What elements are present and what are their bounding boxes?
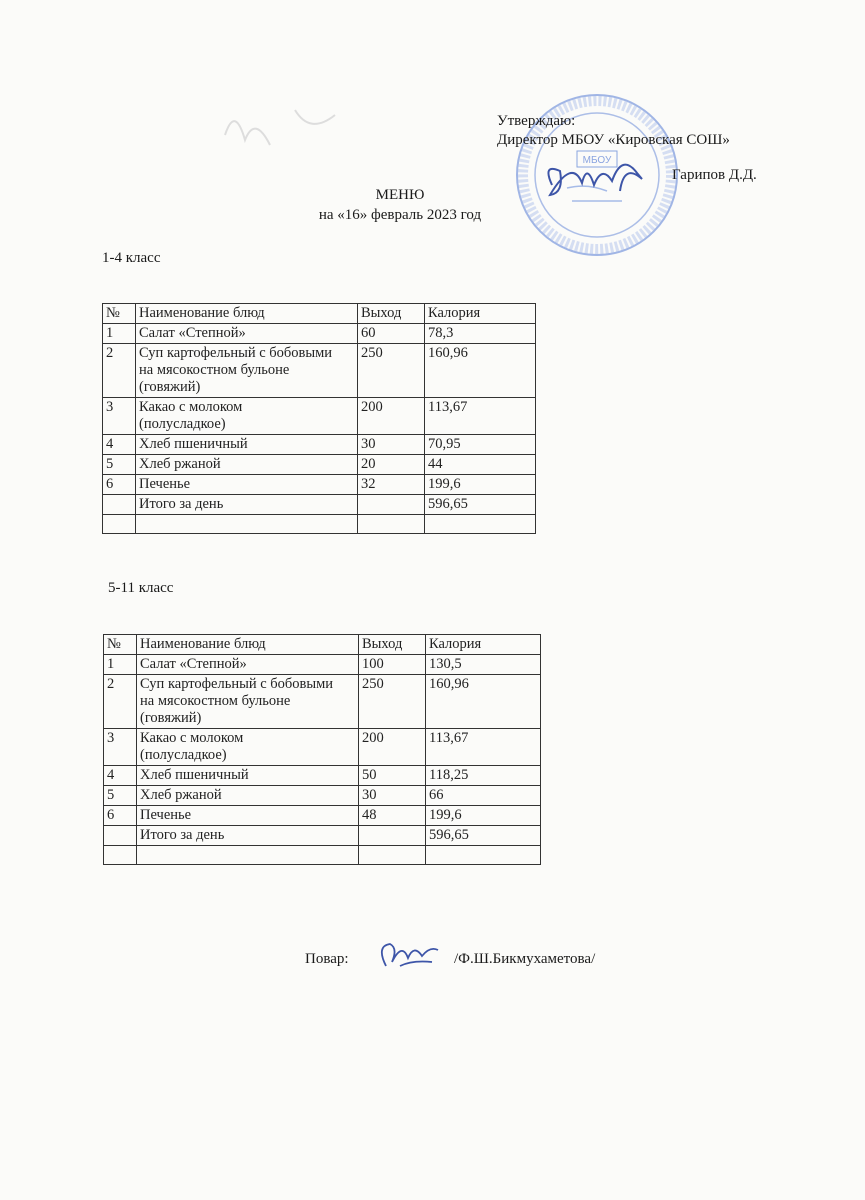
cell-no: 1 bbox=[104, 655, 137, 675]
table-row bbox=[103, 475, 536, 495]
cell-name: Суп картофельный с бобовыми на мясокостном бульоне (говяжий) bbox=[136, 344, 358, 398]
table-row bbox=[104, 766, 541, 786]
table-row bbox=[103, 435, 536, 455]
approval-block bbox=[497, 112, 730, 150]
director-signature bbox=[548, 165, 642, 195]
cell-no: 3 bbox=[103, 398, 136, 435]
table-row bbox=[103, 398, 536, 435]
col-header: Калория bbox=[425, 304, 536, 324]
menu-date: на «16» февраль 2023 год bbox=[318, 207, 482, 223]
cell-cal: 44 bbox=[425, 455, 536, 475]
table-row bbox=[104, 806, 541, 826]
cell-out: 32 bbox=[358, 475, 425, 495]
table-header-row bbox=[104, 635, 541, 655]
menu-title: МЕНЮ bbox=[375, 187, 425, 203]
table-total-row bbox=[103, 495, 536, 515]
cell-no: 6 bbox=[103, 475, 136, 495]
cell-no: 5 bbox=[103, 455, 136, 475]
cell-no: 1 bbox=[103, 324, 136, 344]
table-row bbox=[104, 729, 541, 766]
menu-table-senior bbox=[103, 634, 541, 865]
approval-director-title: Директор МБОУ «Кировская СОШ» bbox=[497, 132, 730, 148]
col-header: Выход bbox=[358, 304, 425, 324]
col-header: Наименование блюд bbox=[136, 304, 358, 324]
cell-no: 6 bbox=[104, 806, 137, 826]
cell-cal: 199,6 bbox=[425, 475, 536, 495]
cell-out: 100 bbox=[359, 655, 426, 675]
cell-no: 5 bbox=[104, 786, 137, 806]
cell-name: Какао с молоком (полусладкое) bbox=[137, 729, 359, 766]
cell-out: 250 bbox=[358, 344, 425, 398]
table-empty-row bbox=[103, 515, 536, 534]
cell-name: Салат «Степной» bbox=[137, 655, 359, 675]
cell-name: Хлеб пшеничный bbox=[136, 435, 358, 455]
cell-no: 3 bbox=[104, 729, 137, 766]
col-header: Калория bbox=[426, 635, 541, 655]
cell-out: 60 bbox=[358, 324, 425, 344]
approval-line: Утверждаю: bbox=[497, 113, 576, 129]
cell-cal: 78,3 bbox=[425, 324, 536, 344]
cell-cal: 70,95 bbox=[425, 435, 536, 455]
director-name: Гарипов Д.Д. bbox=[672, 167, 757, 183]
col-header: Выход bbox=[359, 635, 426, 655]
menu-table-junior bbox=[102, 303, 536, 534]
cell-name: Суп картофельный с бобовыми на мясокостном бульоне (говяжий) bbox=[137, 675, 359, 729]
section-label: 5-11 класс bbox=[108, 580, 174, 596]
cook-label: Повар: bbox=[305, 951, 349, 967]
page-title bbox=[300, 185, 500, 225]
cell-out: 250 bbox=[359, 675, 426, 729]
cell-cal: 118,25 bbox=[426, 766, 541, 786]
cook-signature bbox=[372, 936, 444, 976]
cell-out: 50 bbox=[359, 766, 426, 786]
cell-out: 20 bbox=[358, 455, 425, 475]
cell-name: Хлеб ржаной bbox=[137, 786, 359, 806]
table-row bbox=[104, 786, 541, 806]
cell-out: 200 bbox=[359, 729, 426, 766]
cell-cal: 113,67 bbox=[426, 729, 541, 766]
col-header: № bbox=[104, 635, 137, 655]
total-value: 596,65 bbox=[426, 826, 541, 846]
cell-out: 48 bbox=[359, 806, 426, 826]
cell-cal: 160,96 bbox=[426, 675, 541, 729]
cell-name: Какао с молоком (полусладкое) bbox=[136, 398, 358, 435]
cell-name: Салат «Степной» bbox=[136, 324, 358, 344]
col-header: Наименование блюд bbox=[137, 635, 359, 655]
cell-cal: 130,5 bbox=[426, 655, 541, 675]
cell-cal: 66 bbox=[426, 786, 541, 806]
table-row bbox=[104, 655, 541, 675]
cell-out: 200 bbox=[358, 398, 425, 435]
total-label: Итого за день bbox=[137, 826, 359, 846]
col-header: № bbox=[103, 304, 136, 324]
cell-name: Хлеб ржаной bbox=[136, 455, 358, 475]
cell-no: 2 bbox=[103, 344, 136, 398]
table-row bbox=[103, 344, 536, 398]
table-header-row bbox=[103, 304, 536, 324]
faint-smudge bbox=[215, 95, 355, 165]
cell-no: 4 bbox=[103, 435, 136, 455]
table-row bbox=[103, 455, 536, 475]
cell-no: 4 bbox=[104, 766, 137, 786]
cook-name: /Ф.Ш.Бикмухаметова/ bbox=[454, 951, 596, 967]
cell-cal: 160,96 bbox=[425, 344, 536, 398]
total-value: 596,65 bbox=[425, 495, 536, 515]
cell-out: 30 bbox=[359, 786, 426, 806]
stamp-center-text: МБОУ bbox=[582, 155, 612, 166]
cell-cal: 199,6 bbox=[426, 806, 541, 826]
total-label: Итого за день bbox=[136, 495, 358, 515]
cell-no: 2 bbox=[104, 675, 137, 729]
cell-cal: 113,67 bbox=[425, 398, 536, 435]
cell-name: Хлеб пшеничный bbox=[137, 766, 359, 786]
cell-name: Печенье bbox=[137, 806, 359, 826]
cell-name: Печенье bbox=[136, 475, 358, 495]
table-empty-row bbox=[104, 846, 541, 865]
table-row bbox=[103, 324, 536, 344]
table-total-row bbox=[104, 826, 541, 846]
cell-out: 30 bbox=[358, 435, 425, 455]
table-row bbox=[104, 675, 541, 729]
section-label: 1-4 класс bbox=[102, 250, 161, 266]
